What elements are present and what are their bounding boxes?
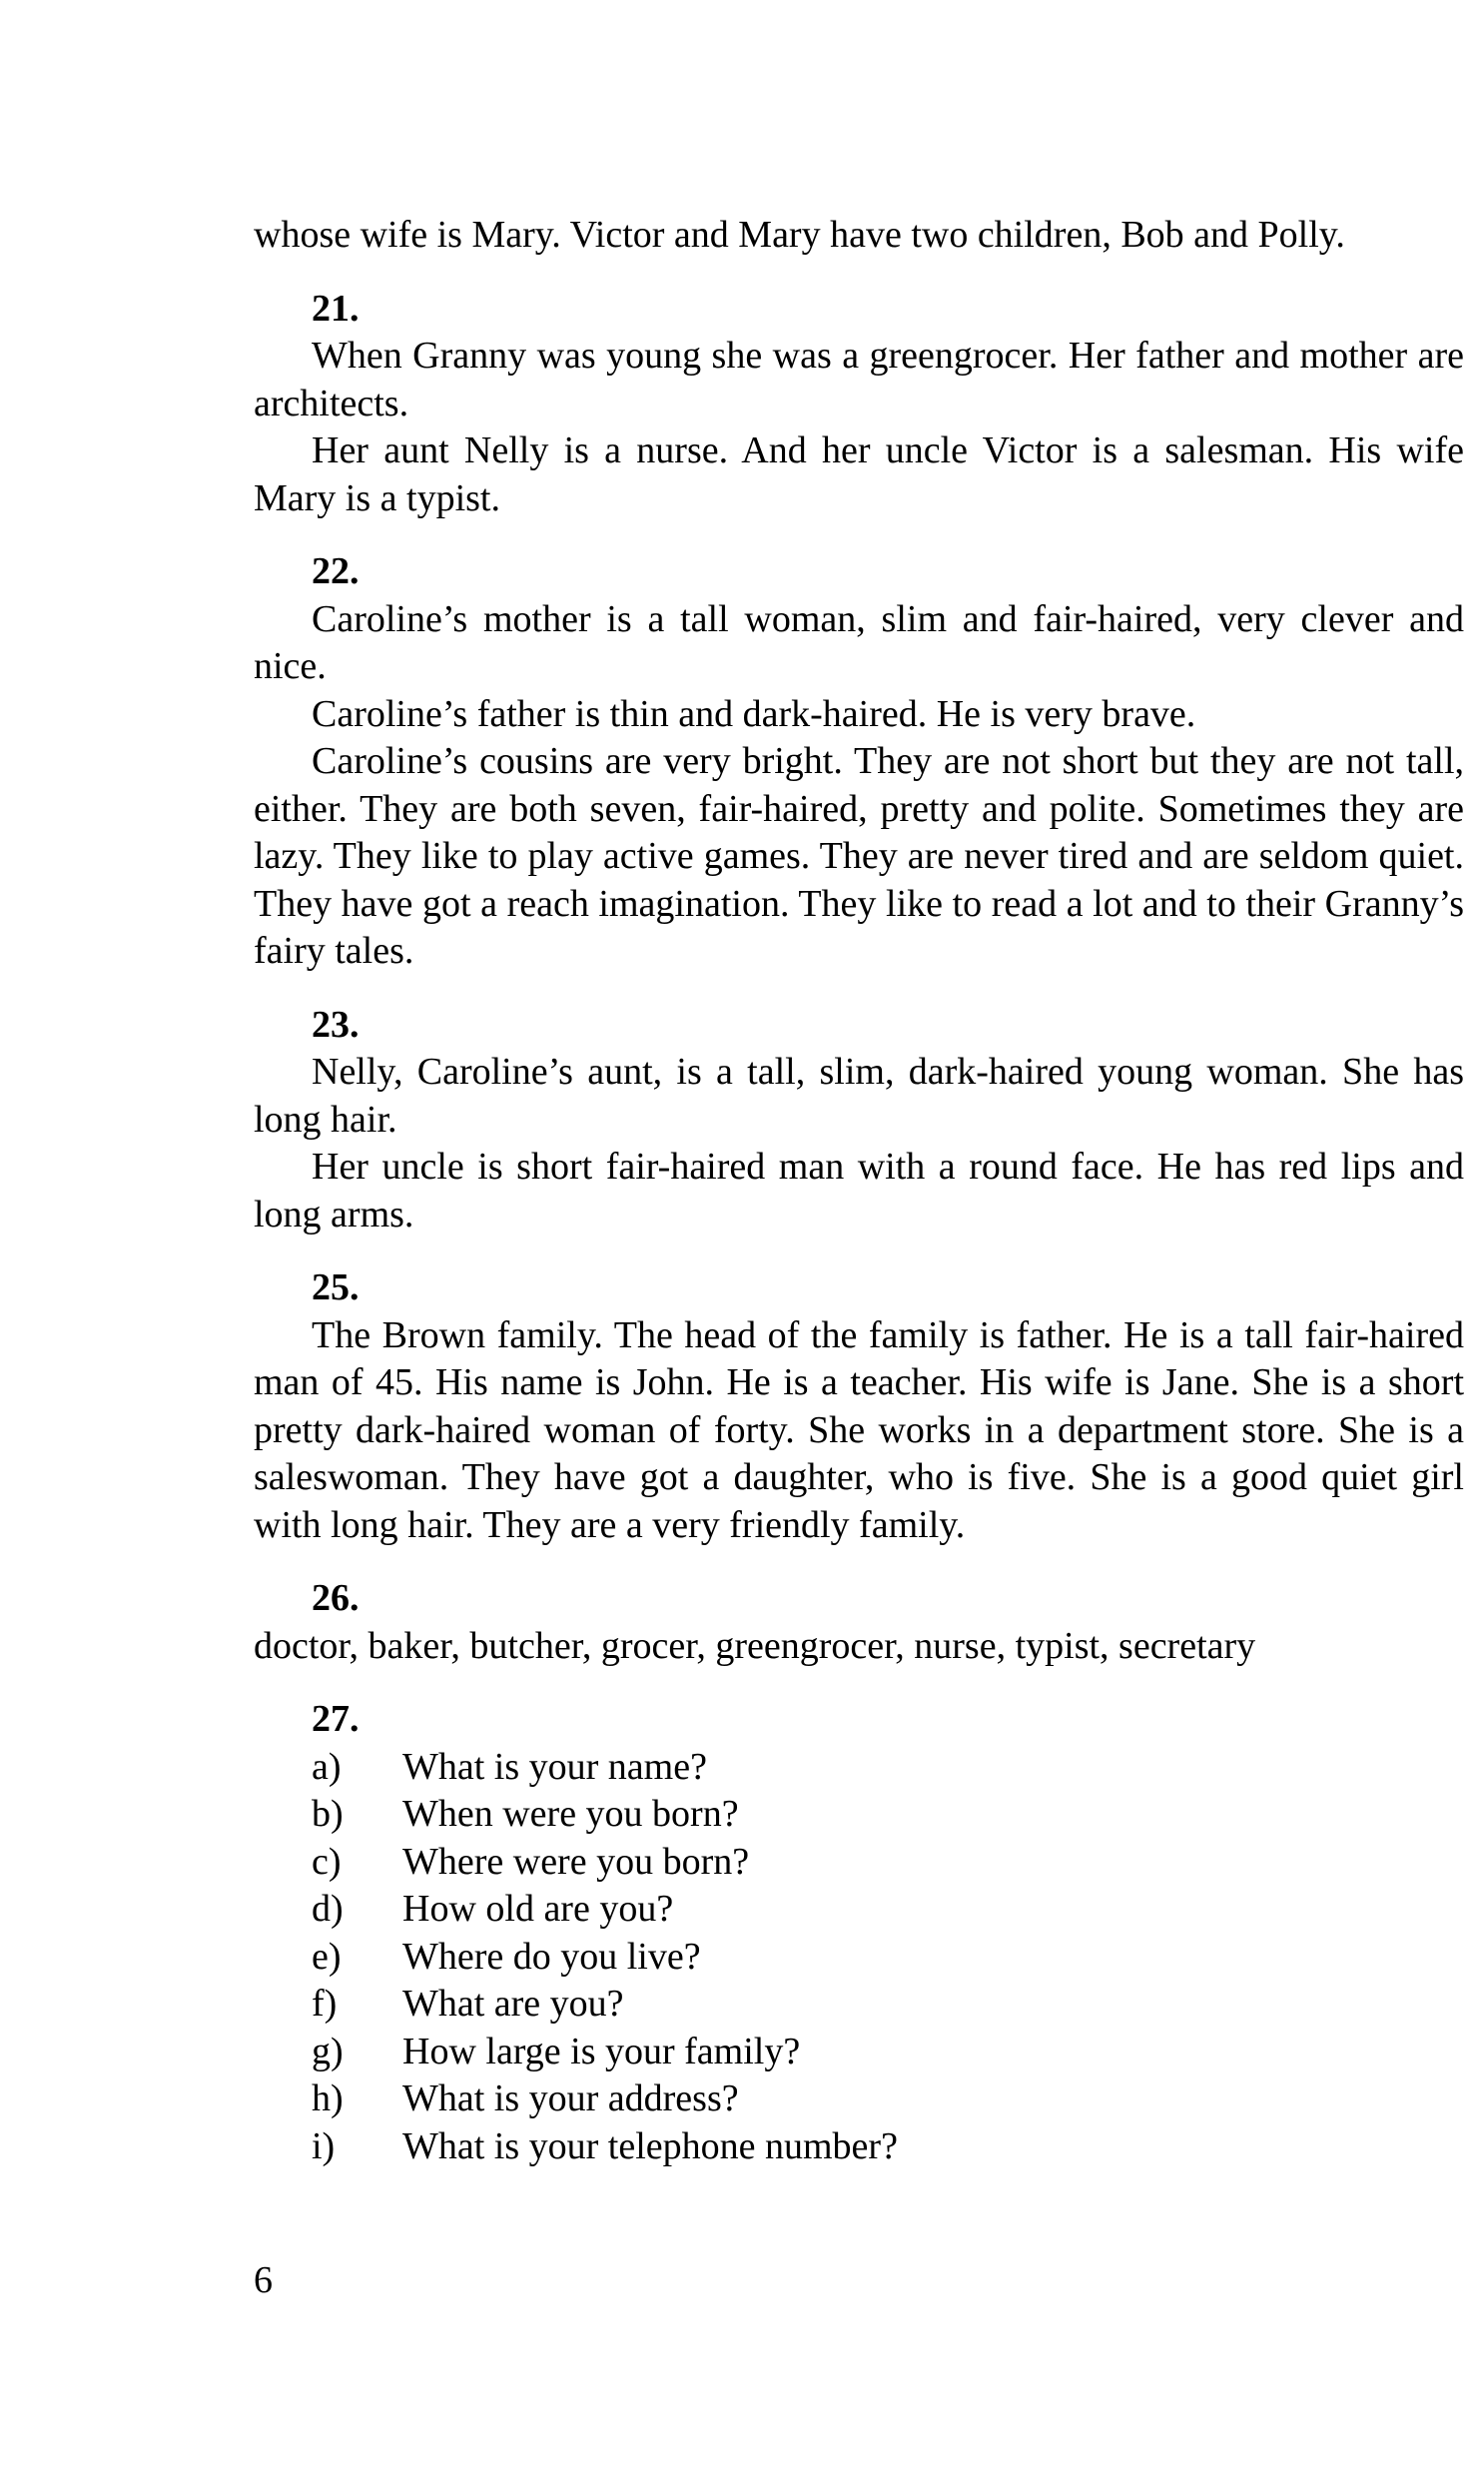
section-23	[254, 1002, 1464, 1239]
paragraph: Caroline’s mother is a tall woman, slim and fair-haired, very clever and nice.	[254, 597, 1464, 687]
question-item	[254, 1791, 1464, 1839]
question-letter: g)	[312, 2030, 344, 2072]
question-letter: b)	[312, 1793, 344, 1835]
paragraph: The Brown family. The head of the family is father. He is a tall fair-haired man of 45. His name is John. He is a teacher. His wife is Jane. She is a short pretty dark-haired woman of forty. She works in a department store. She is a saleswoman. They have got a daughter, who is five. She is a good quiet girl with long hair. They are a very friendly family.	[254, 1313, 1464, 1546]
question-letter: a)	[312, 1745, 342, 1788]
question-item	[254, 2123, 1464, 2171]
word-list: doctor, baker, butcher, grocer, greengrocer, nurse, typist, secretary	[254, 1624, 1256, 1667]
question-item	[254, 1934, 1464, 1982]
question-item	[254, 1839, 1464, 1887]
question-item	[254, 1886, 1464, 1934]
question-letter: e)	[312, 1935, 342, 1978]
section-number: 27.	[312, 1698, 360, 1740]
question-text: When were you born?	[402, 1793, 739, 1835]
question-letter: f)	[312, 1983, 338, 2025]
section-number: 26.	[312, 1577, 360, 1619]
section-number: 25.	[312, 1266, 360, 1308]
page-number: 6	[254, 2259, 273, 2301]
paragraph: Her uncle is short fair-haired man with a round face. He has red lips and long arms.	[254, 1146, 1464, 1236]
question-item	[254, 1744, 1464, 1792]
question-list	[254, 1744, 1464, 2171]
question-letter: i)	[312, 2124, 336, 2167]
section-25	[254, 1264, 1464, 1549]
question-item	[254, 1981, 1464, 2029]
paragraph: Her aunt Nelly is a nurse. And her uncle Victor is a salesman. His wife Mary is a typist.	[254, 429, 1464, 519]
section-number: 23.	[312, 1003, 360, 1046]
question-letter: c)	[312, 1840, 342, 1883]
question-text: What is your name?	[402, 1745, 707, 1788]
paragraph: Caroline’s father is thin and dark-haired. He is very brave.	[312, 692, 1196, 735]
section-number: 22.	[312, 550, 360, 592]
section-27	[254, 1696, 1464, 2170]
question-item	[254, 2029, 1464, 2076]
question-text: Where were you born?	[402, 1840, 750, 1883]
paragraph: Nelly, Caroline’s aunt, is a tall, slim, dark-haired young woman. She has long hair.	[254, 1051, 1464, 1141]
question-item	[254, 2075, 1464, 2123]
page-body	[254, 212, 1464, 2170]
paragraph: When Granny was young she was a greengrocer. Her father and mother are architects.	[254, 335, 1464, 424]
question-text: Where do you live?	[402, 1935, 701, 1978]
question-text: How old are you?	[402, 1888, 674, 1930]
question-letter: h)	[312, 2077, 344, 2119]
section-26	[254, 1575, 1464, 1670]
paragraph: Caroline’s cousins are very bright. They are not short but they are not tall, either. They are both seven, fair-haired, pretty and polite. Sometimes they are lazy. They like to play active games. They are never tired and are seldom quiet. They have got a reach imagination. They like to read a lot and to their Granny’s fairy tales.	[254, 740, 1464, 972]
section-21	[254, 286, 1464, 523]
intro-paragraph: whose wife is Mary. Victor and Mary have two children, Bob and Polly.	[254, 214, 1345, 256]
question-letter: d)	[312, 1888, 344, 1930]
section-22	[254, 548, 1464, 976]
question-text: What is your address?	[402, 2077, 739, 2119]
section-number: 21.	[312, 287, 360, 330]
question-text: What are you?	[402, 1983, 624, 2025]
question-text: What is your telephone number?	[402, 2124, 898, 2167]
question-text: How large is your family?	[402, 2030, 801, 2072]
